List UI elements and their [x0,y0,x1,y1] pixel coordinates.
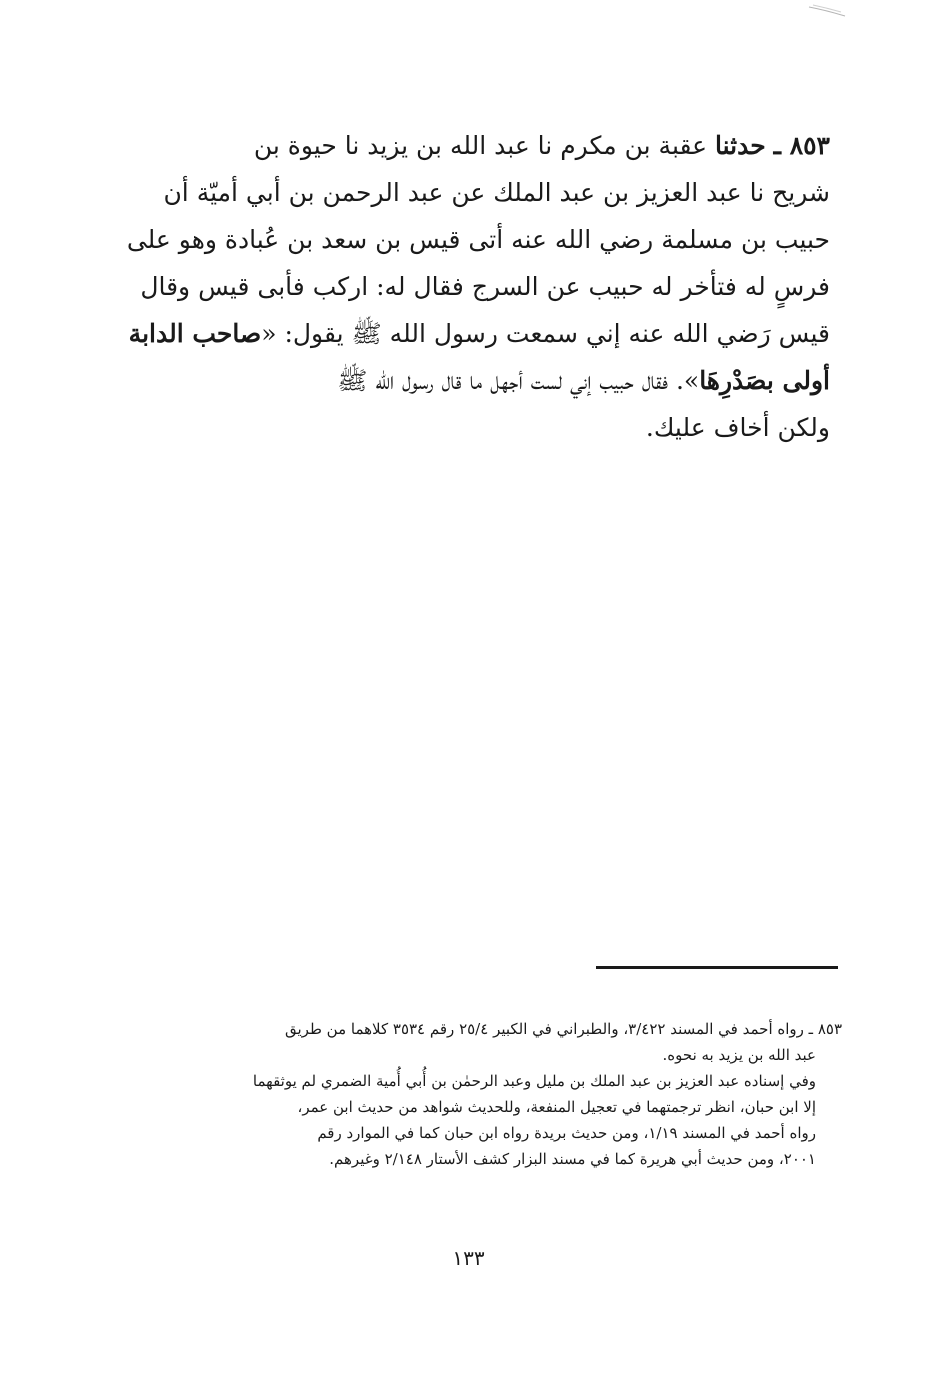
hadith-line-1-text: عقبة بن مكرم نا عبد الله بن يزيد نا حيوة بن [253,131,716,160]
hadith-number: ٨٥٣ ـ [773,131,830,160]
footnote-separator [596,966,838,969]
hadith-line-7: ولكن أخاف عليك. [645,413,830,442]
footnote-line-4: إلا ابن حبان، انظر ترجمتهما في تعجيل المنفعة، وللحديث شواهد من حديث ابن عمر، [297,1098,816,1116]
hadith-line-6-text: ». فقال حبيب إني لست أجهل ما قال رسول الله ﷺ [337,366,700,395]
footnote-line-1: ٨٥٣ ـ رواه أحمد في المسند ٣/٤٢٢، والطبراني في الكبير ٢٥/٤ رقم ٣٥٣٤ كلاهما من طريق [284,1020,842,1038]
hadith-line-1 [140,122,830,169]
hadith-line-5 [128,310,830,357]
footnote-line-5: رواه أحمد في المسند ١/١٩، ومن حديث بريدة رواه ابن حبان كما في الموارد رقم [317,1124,816,1142]
hadith-quote-end: أولى بصَدْرِهَا [699,366,830,395]
hadith-quote-start: صاحب الدابة [128,319,262,348]
scan-corner-mark [807,4,847,18]
footnote-line-2: عبد الله بن يزيد به نحوه. [662,1046,816,1064]
hadith-line-3: حبيب بن مسلمة رضي الله عنه أتى قيس بن سعد بن عُبادة وهو على [126,225,830,254]
hadith-line-6 [140,357,830,404]
hadith-opening-word: حدثنا [715,131,766,160]
page-number: ١٣٣ [452,1246,485,1270]
hadith-text [126,122,830,451]
footnote-line-6: ٢٠٠١، ومن حديث أبي هريرة كما في مسند البزار كشف الأستار ٢/١٤٨ وغيرهم. [329,1150,816,1168]
footnote-line-3: وفي إسناده عبد العزيز بن عبد الملك بن مليل وعبد الرحمٰن بن أُبي أُمية الضمري لم يوثقهما [252,1072,816,1090]
hadith-line-4: فرسٍ له فتأخر له حبيب عن السرج فقال له: اركب فأبى قيس وقال [140,272,830,301]
hadith-line-5-text: قيس رَضي الله عنه إني سمعت رسول الله ﷺ يقول: « [261,319,830,348]
hadith-line-2: شريح نا عبد العزيز بن عبد الملك عن عبد الرحمن بن أبي أميّة أن [163,178,830,207]
footnotes [150,1016,842,1172]
